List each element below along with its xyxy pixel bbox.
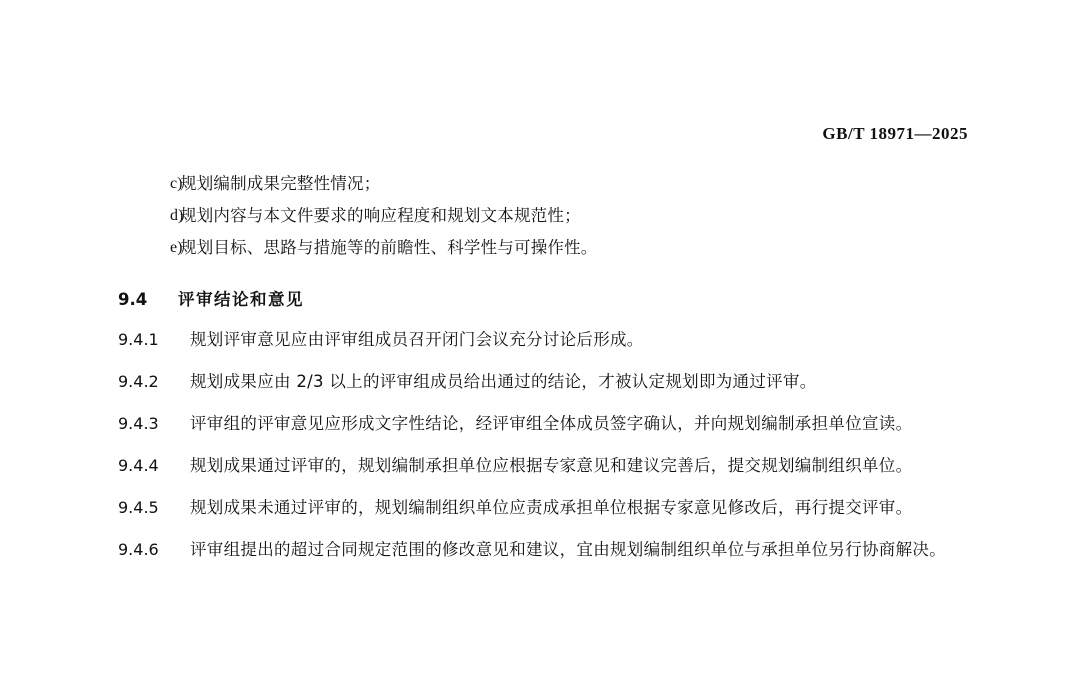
list-item (118, 168, 972, 200)
clause (118, 366, 972, 397)
clause-number: 9.4.4 (118, 456, 159, 475)
clause-number: 9.4.5 (118, 498, 159, 517)
clause (118, 408, 972, 439)
clause-text: 规划成果应由 2/3 以上的评审组成员给出通过的结论，才被认定规划即为通过评审。 (190, 372, 817, 391)
list-item-marker: c) (170, 175, 183, 192)
section-number: 9.4 (118, 290, 148, 309)
list-item (118, 232, 972, 264)
clause (118, 534, 972, 565)
clause-number: 9.4.6 (118, 540, 159, 559)
list-item-marker: e) (170, 239, 183, 256)
list-item-marker: d) (170, 207, 184, 224)
list-item-label: 规划编制成果完整性情况； (180, 174, 381, 193)
clause (118, 450, 972, 481)
clause-text: 规划成果未通过评审的，规划编制组织单位应责成承担单位根据专家意见修改后，再行提交评审。 (190, 498, 913, 517)
clause (118, 492, 972, 523)
clause-text: 规划评审意见应由评审组成员召开闭门会议充分讨论后形成。 (190, 330, 644, 349)
clause-number: 9.4.1 (118, 330, 159, 349)
clause (118, 324, 972, 355)
enumerated-list (118, 168, 972, 264)
clause-text: 评审组提出的超过合同规定范围的修改意见和建议，宜由规划编制组织单位与承担单位另行协商解决。 (190, 540, 946, 559)
section-title: 评审结论和意见 (178, 290, 304, 309)
clause-number: 9.4.2 (118, 372, 159, 391)
clause-text: 评审组的评审意见应形成文字性结论，经评审组全体成员签字确认，并向规划编制承担单位宣读。 (190, 414, 913, 433)
list-item (118, 200, 972, 232)
clause-text: 规划成果通过评审的，规划编制承担单位应根据专家意见和建议完善后，提交规划编制组织单位。 (190, 456, 913, 475)
page-header-standard-id: GB/T 18971—2025 (822, 124, 968, 143)
document-content (118, 168, 972, 576)
list-item-label: 规划目标、思路与措施等的前瞻性、科学性与可操作性。 (180, 238, 598, 257)
list-item-label: 规划内容与本文件要求的响应程度和规划文本规范性； (180, 206, 581, 225)
section-heading (118, 286, 972, 310)
clause-number: 9.4.3 (118, 414, 159, 433)
